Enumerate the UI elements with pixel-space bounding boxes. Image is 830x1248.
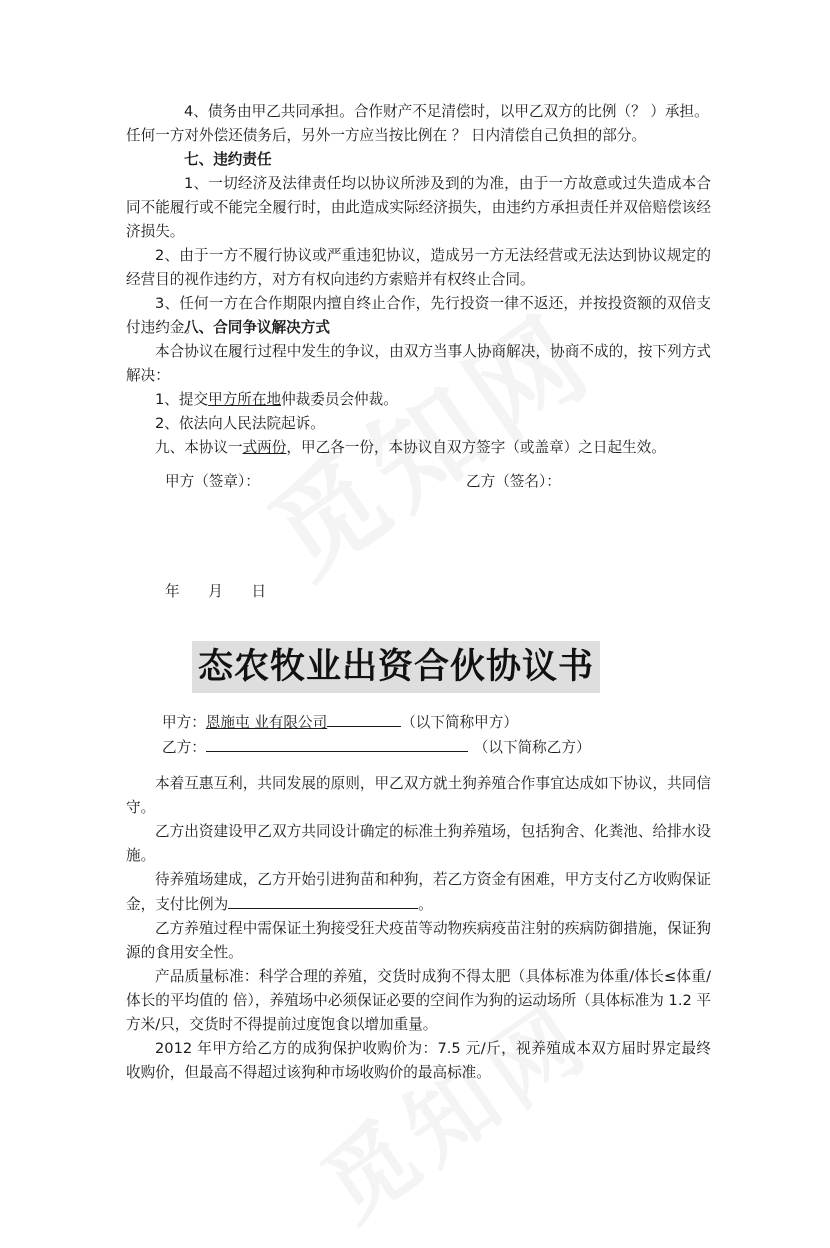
- party-a-line: 甲方：恩施屯 业有限公司 （以下简称甲方）: [126, 710, 711, 735]
- section-9: 九、本协议一式两份，甲乙各一份，本协议自双方签字（或盖章）之日起生效。: [155, 439, 666, 456]
- section-8-heading: 八、合同争议解决方式: [184, 319, 330, 336]
- section-7-heading: 七、违约责任: [184, 151, 272, 168]
- debt-clause-line1: 4、债务由甲乙共同承担。合作财产不足清偿时，以甲乙双方的比例（？ ）承担。: [184, 103, 709, 120]
- party-b-line: 乙方： （以下简称乙方）: [126, 735, 711, 760]
- section-7: [126, 148, 711, 340]
- date-line: 年 月 日: [165, 583, 267, 600]
- contract-title: 态农牧业出资合伙协议书: [192, 641, 600, 693]
- section-7-item-3: 3、任何一方在合作期限内擅自终止合作，先行投资一律不返还，并按投资额的双倍支付违约金。: [126, 295, 711, 336]
- signature-party-a: 甲方（签章）：: [165, 473, 260, 490]
- clause-price: 2012 年甲方给乙方的成狗保护收购价为：7.5 元/斤，视养殖成本双方届时界定最终收购价，但最高不得超过该狗种市场收购价的最高标准。: [126, 1040, 711, 1081]
- clause-deposit: 待养殖场建成，乙方开始引进狗苗和种狗，若乙方资金有困难，甲方支付乙方收购保证金，支付比例为 。: [126, 871, 711, 913]
- section-8-item-2: 2、依法向人民法院起诉。: [155, 415, 325, 432]
- clause-principle: 本着互惠互利，共同发展的原则，甲乙双方就土狗养殖合作事宜达成如下协议，共同信守。: [126, 775, 711, 816]
- debt-clause-line2: 任何一方对外偿还债务后，另外一方应当按比例在 ？ 日内清偿自己负担的部分。: [126, 127, 647, 144]
- section-8-intro: 本合协议在履行过程中发生的争议，由双方当事人协商解决，协商不成的，按下列方式解决：: [126, 343, 711, 384]
- parties: [126, 710, 711, 760]
- section-8: [126, 316, 711, 460]
- arbitration-place: 甲方所在地: [208, 391, 282, 408]
- clause-construction: 乙方出资建设甲乙双方共同设计确定的标准土狗养殖场，包括狗舍、化粪池、给排水设施。: [126, 823, 711, 864]
- clause-quality: 产品质量标准：科学合理的养殖，交货时成狗不得太肥（具体标准为体重/体长≤体重/体长的平均值的 倍），养殖场中必须保证必要的空间作为狗的运动场所（具体标准为 1.2 平方米/只，交货时不得提前过度饱食以增加重量。: [126, 968, 711, 1033]
- debt-clause: [126, 100, 711, 148]
- section-7-item-2: 2、由于一方不履行协议或严重违犯协议，造成另一方无法经营或无法达到协议规定的经营目的视作违约方，对方有权向违约方索赔并有权终止合同。: [126, 247, 711, 288]
- section-7-item-1: 1、一切经济及法律责任均以协议所涉及到的为准，由于一方故意或过失造成本合同不能履行或不能完全履行时，由此造成实际经济损失，由违约方承担责任并双倍赔偿该经济损失。: [126, 175, 711, 240]
- copies-count: 式两份: [242, 439, 287, 456]
- section-8-item-1: 1、提交甲方所在地仲裁委员会仲裁。: [155, 391, 398, 408]
- signature-party-b: 乙方（签名）：: [466, 473, 561, 490]
- contract-body: [126, 772, 711, 1085]
- party-a-name: 恩施屯 业有限公司: [205, 714, 328, 731]
- clause-vaccination: 乙方养殖过程中需保证土狗接受狂犬疫苗等动物疾病疫苗注射的疾病防御措施，保证狗源的食用安全性。: [126, 920, 711, 961]
